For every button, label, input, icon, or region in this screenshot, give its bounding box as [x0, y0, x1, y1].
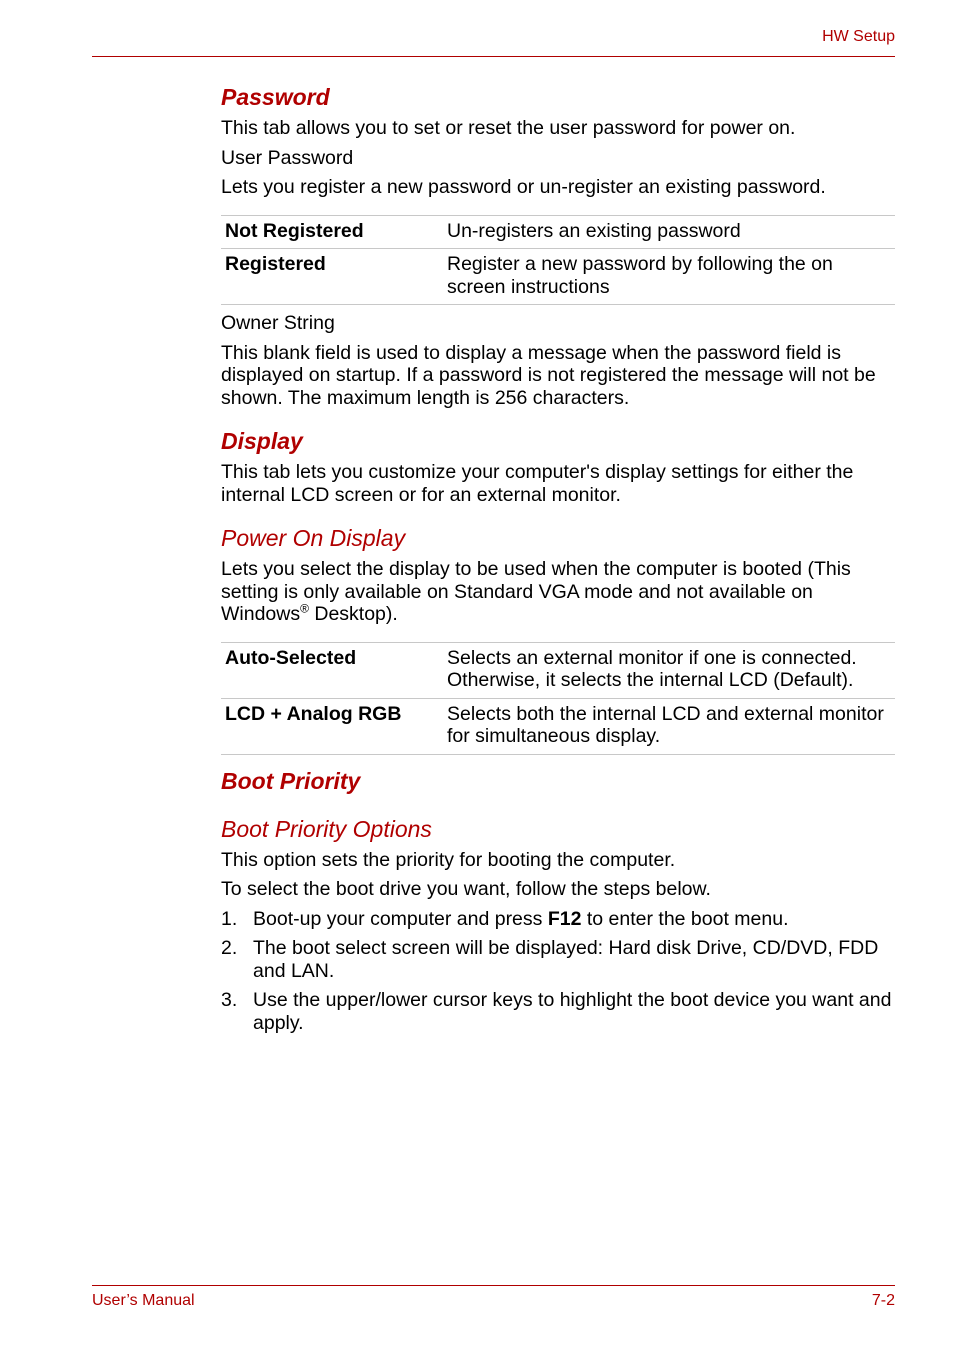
boot-intro: This option sets the priority for booting the computer.	[221, 848, 676, 871]
user-password-desc: Lets you register a new password or un-register an existing password.	[221, 176, 826, 198]
display-intro: This tab lets you customize your computer's display settings for either the internal LCD screen or for an external monitor.	[221, 461, 854, 506]
page-content	[221, 83, 895, 1041]
footer-manual-title: User’s Manual	[92, 1292, 195, 1309]
boot-priority-options-heading: Boot Priority Options	[221, 815, 432, 842]
boot-steps-intro: To select the boot drive you want, follow the steps below.	[221, 878, 711, 900]
list-item	[221, 908, 895, 931]
boot-priority-heading: Boot Priority	[221, 767, 361, 794]
power-on-display-heading: Power On Display	[221, 525, 406, 551]
user-password-label: User Password	[221, 146, 354, 169]
header-title: HW Setup	[822, 28, 895, 45]
option-term: Not Registered	[221, 215, 443, 249]
option-term: Auto-Selected	[221, 642, 443, 698]
page-footer	[92, 1285, 895, 1316]
password-options-table	[221, 215, 895, 306]
key-label: F12	[547, 907, 582, 930]
footer-page-number: 7-2	[871, 1292, 895, 1309]
option-desc: Register a new password by following the on screen instructions	[443, 249, 895, 305]
page-header	[92, 0, 895, 57]
display-heading: Display	[221, 428, 303, 454]
owner-string-label: Owner String	[221, 312, 335, 334]
registered-mark: ®	[300, 601, 309, 616]
power-on-desc-tail: Desktop).	[308, 603, 398, 625]
display-options-table	[221, 642, 895, 755]
owner-string-desc: This blank field is used to display a message when the password field is displayed on startup. If a password is not registered the message will not be shown. The maximum length is 256 characters.	[221, 341, 876, 409]
password-heading: Password	[221, 84, 330, 110]
option-desc: Un-registers an existing password	[443, 215, 895, 249]
option-desc: Selects both the internal LCD and external monitor for simultaneous display.	[443, 698, 895, 754]
table-row	[221, 215, 895, 249]
step-text: Boot-up your computer and press	[253, 907, 548, 930]
boot-steps-list	[221, 908, 895, 1035]
step-text-tail: to enter the boot menu.	[581, 907, 789, 930]
table-row	[221, 249, 895, 305]
step-text: The boot select screen will be displayed: Hard disk Drive, CD/DVD, FDD and LAN.	[253, 937, 879, 982]
step-number: 3.	[221, 989, 238, 1011]
table-row	[221, 698, 895, 754]
power-on-desc-text: Lets you select the display to be used when the computer is booted (This setting is only available on Standard VGA mode and not available on Windows	[221, 558, 851, 625]
list-item	[221, 989, 895, 1034]
step-text: Use the upper/lower cursor keys to highlight the boot device you want and apply.	[253, 989, 892, 1034]
password-intro: This tab allows you to set or reset the user password for power on.	[221, 117, 796, 139]
power-on-display-desc	[221, 558, 895, 626]
option-term: LCD + Analog RGB	[221, 698, 443, 754]
step-number: 2.	[221, 937, 238, 959]
step-number: 1.	[221, 907, 238, 930]
table-row	[221, 642, 895, 698]
option-term: Registered	[221, 249, 443, 305]
list-item	[221, 937, 895, 982]
option-desc: Selects an external monitor if one is connected. Otherwise, it selects the internal LCD (Default).	[443, 642, 895, 698]
